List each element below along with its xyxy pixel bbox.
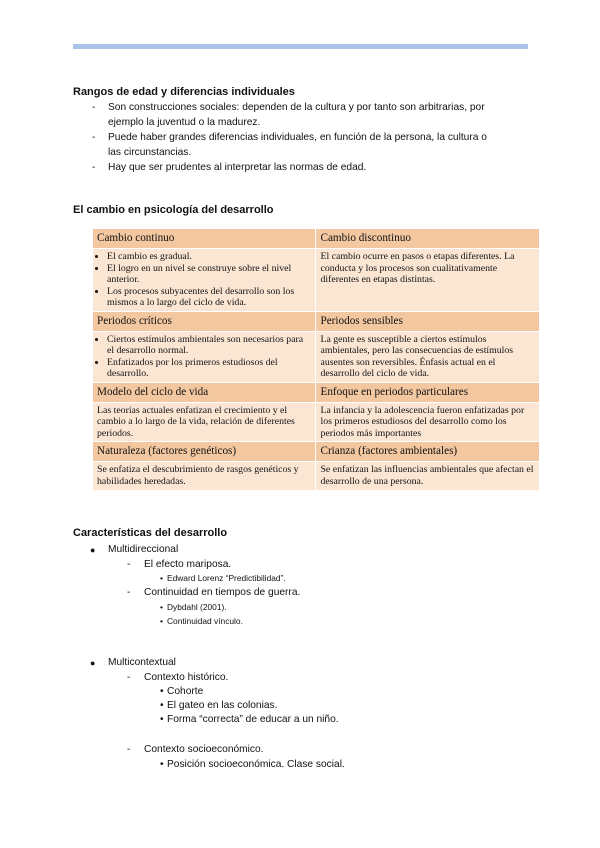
table-cell: La gente es susceptible a ciertos estímulos ambientales, pero las consecuencias de estímulos ausentes son reversibles. Énfasis actual en el desarrollo del ciclo de vida.	[316, 331, 540, 382]
section-title-cambio: El cambio en psicología del desarrollo	[73, 204, 274, 216]
list-item: Cohorte	[167, 686, 204, 697]
bullet-small-icon: •	[160, 714, 164, 725]
table-cell	[93, 249, 316, 312]
comparison-table	[92, 228, 540, 491]
list-item: Puede haber grandes diferencias individuales, en función de la persona, la cultura o	[108, 132, 487, 143]
table-header-cell: Cambio discontinuo	[316, 229, 540, 249]
bullet-small-icon: •	[160, 686, 164, 697]
table-cell: Se enfatizan las influencias ambientales que afectan el desarrollo de una persona.	[316, 462, 540, 491]
table-bullet: • Ciertos estímulos ambientales son necesarios para el desarrollo normal.	[107, 334, 311, 357]
table-bullet: • El cambio es gradual.	[107, 251, 311, 263]
dash-bullet: -	[127, 744, 131, 755]
list-item: Contexto socioeconómico.	[144, 744, 264, 755]
list-item: Dybdahl (2001).	[167, 602, 227, 612]
dash-bullet: -	[127, 559, 131, 570]
table-header-cell: Enfoque en periodos particulares	[316, 382, 540, 402]
table-bullet: • Los procesos subyacentes del desarrollo son los mismos a lo largo del ciclo de vida.	[107, 286, 311, 309]
table-cell: El cambio ocurre en pasos o etapas diferentes. La conducta y los procesos son cualitativamente diferentes en etapas distintas.	[316, 249, 540, 312]
bullet-small-icon: •	[160, 573, 163, 583]
table-cell	[93, 331, 316, 382]
list-item: Contexto histórico.	[144, 672, 229, 683]
table-header-cell: Periodos críticos	[93, 311, 316, 331]
bullet-small-icon: •	[160, 700, 164, 711]
bullet-dot-icon: ●	[90, 658, 96, 668]
list-item: El gateo en las colonias.	[167, 700, 278, 711]
table-header-cell: Naturaleza (factores genéticos)	[93, 442, 316, 462]
bullet-small-icon: •	[160, 602, 163, 612]
list-item-cont: ejemplo la juventud o la madurez.	[108, 117, 261, 128]
bullet-dot-icon: ●	[90, 545, 96, 555]
list-item: Multidireccional	[108, 544, 179, 555]
table-header-cell: Modelo del ciclo de vida	[93, 382, 316, 402]
list-item-cont: las circunstancias.	[108, 147, 192, 158]
list-item: Continuidad vínculo.	[167, 616, 243, 626]
dash-bullet: -	[92, 102, 96, 113]
header-bar	[73, 44, 528, 49]
list-item: Hay que ser prudentes al interpretar las normas de edad.	[108, 162, 367, 173]
table-cell: La infancia y la adolescencia fueron enfatizadas por los primeros estudiosos del desarrollo como los periodos más importantes	[316, 402, 540, 442]
section-title-caracteristicas: Características del desarrollo	[73, 527, 228, 539]
table-bullet: • El logro en un nivel se construye sobre el nivel anterior.	[107, 263, 311, 286]
list-item: El efecto mariposa.	[144, 559, 232, 570]
bullet-small-icon: •	[160, 759, 164, 770]
dash-bullet: -	[127, 672, 131, 683]
table-bullet: • Enfatizados por los primeros estudiosos del desarrollo.	[107, 357, 311, 380]
section-title-rangos: Rangos de edad y diferencias individuales	[73, 86, 295, 98]
list-item: Multicontextual	[108, 657, 176, 668]
list-item: Continuidad en tiempos de guerra.	[144, 587, 301, 598]
table-header-cell: Crianza (factores ambientales)	[316, 442, 540, 462]
list-item: Posición socioeconómica. Clase social.	[167, 759, 345, 770]
table-header-cell: Cambio continuo	[93, 229, 316, 249]
dash-bullet: -	[127, 587, 131, 598]
table-cell: Las teorías actuales enfatizan el crecimiento y el cambio a lo largo de la vida, relación de diferentes periodos.	[93, 402, 316, 442]
bullet-small-icon: •	[160, 616, 163, 626]
dash-bullet: -	[92, 132, 96, 143]
dash-bullet: -	[92, 162, 96, 173]
list-item: Edward Lorenz “Predictibilidad”.	[167, 573, 286, 583]
list-item: Son construcciones sociales: dependen de la cultura y por tanto son arbitrarias, por	[108, 102, 485, 113]
table-header-cell: Periodos sensibles	[316, 311, 540, 331]
list-item: Forma “correcta” de educar a un niño.	[167, 714, 339, 725]
table-cell: Se enfatiza el descubrimiento de rasgos genéticos y habilidades heredadas.	[93, 462, 316, 491]
